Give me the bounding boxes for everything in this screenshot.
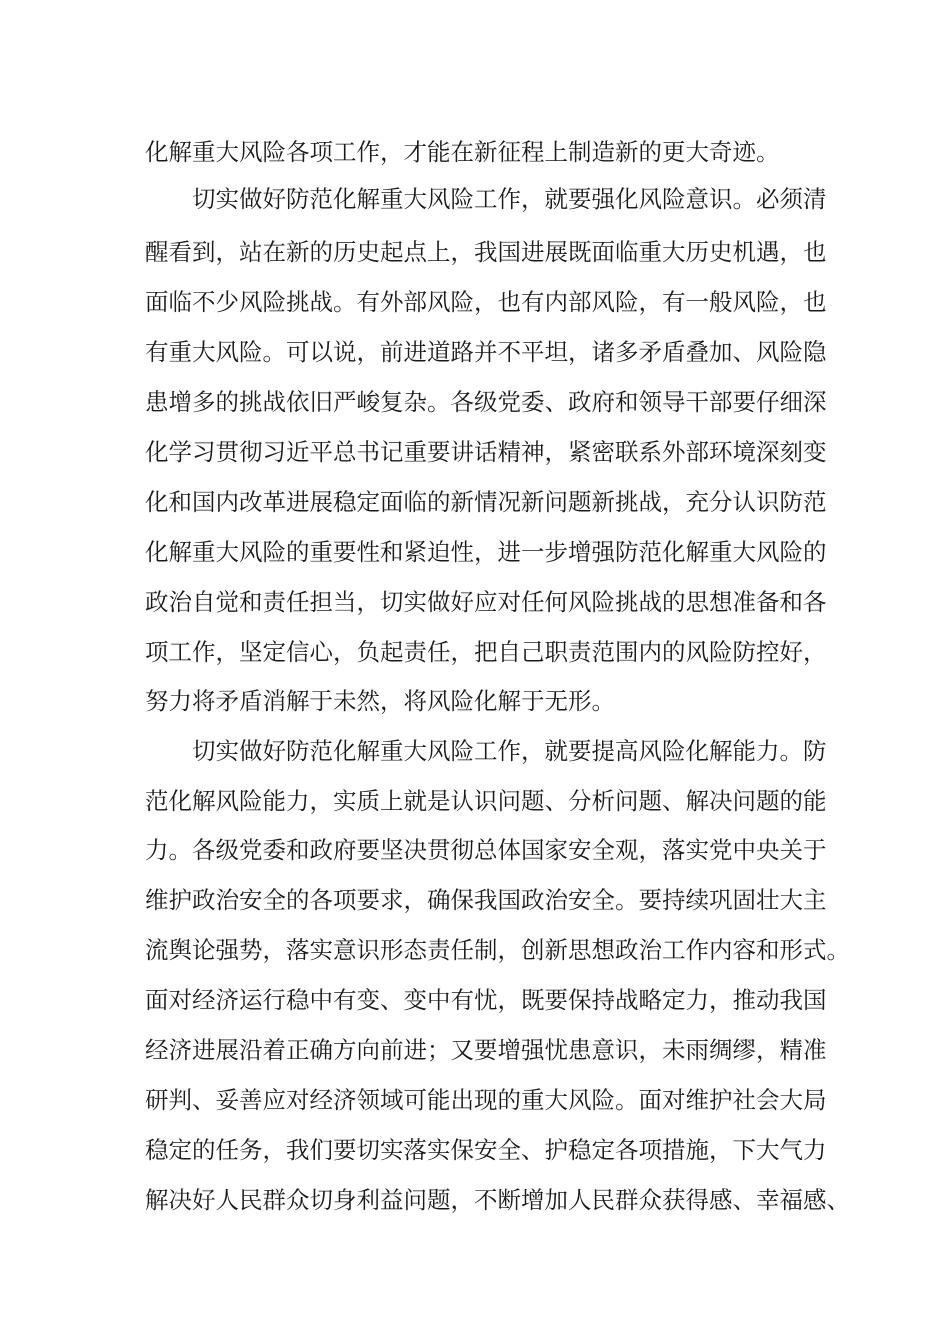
text-line: 稳定的任务，我们要切实落实保安全、护稳定各项措施，下大气力 (145, 1136, 827, 1164)
text-line: 面对经济运行稳中有变、变中有忧，既要保持战略定力，推动我国 (145, 986, 827, 1014)
text-line: 化解重大风险的重要性和紧迫性，进一步增强防范化解重大风险的 (145, 538, 827, 566)
text-line: 项工作，坚定信心，负起责任，把自己职责范围内的风险防控好， (145, 638, 827, 666)
text-line: 政治自觉和责任担当，切实做好应对任何风险挑战的思想准备和各 (145, 588, 827, 616)
text-line: 有重大风险。可以说，前进道路并不平坦，诸多矛盾叠加、风险隐 (145, 338, 827, 366)
paragraph-first-line: 切实做好防范化解重大风险工作，就要提高风险化解能力。防 (192, 737, 827, 765)
text-line: 研判、妥善应对经济领域可能出现的重大风险。面对维护社会大局 (145, 1086, 827, 1114)
text-line: 维护政治安全的各项要求，确保我国政治安全。要持续巩固壮大主 (145, 886, 827, 914)
text-line: 醒看到，站在新的历史起点上，我国进展既面临重大历史机遇，也 (145, 238, 827, 266)
text-line: 面临不少风险挑战。有外部风险，也有内部风险，有一般风险，也 (145, 288, 827, 316)
text-line: 解决好人民群众切身利益问题，不断增加人民群众获得感、幸福感、 (145, 1186, 850, 1214)
text-line: 努力将矛盾消解于未然，将风险化解于无形。 (145, 687, 615, 715)
text-line: 化学习贯彻习近平总书记重要讲话精神，紧密联系外部环境深刻变 (145, 438, 827, 466)
text-line: 力。各级党委和政府要坚决贯彻总体国家安全观，落实党中央关于 (145, 836, 827, 864)
text-line: 范化解风险能力，实质上就是认识问题、分析问题、解决问题的能 (145, 787, 827, 815)
paragraph-first-line: 切实做好防范化解重大风险工作，就要强化风险意识。必须清 (192, 185, 827, 213)
text-line: 流舆论强势，落实意识形态责任制，创新思想政治工作内容和形式。 (145, 936, 850, 964)
text-line: 化和国内改革进展稳定面临的新情况新问题新挑战，充分认识防范 (145, 488, 827, 516)
text-line: 经济进展沿着正确方向前进；又要增强忧患意识，未雨绸缪，精准 (145, 1036, 827, 1064)
text-line: 患增多的挑战依旧严峻复杂。各级党委、政府和领导干部要仔细深 (145, 388, 827, 416)
text-line: 化解重大风险各项工作，才能在新征程上制造新的更大奇迹。 (145, 138, 780, 166)
